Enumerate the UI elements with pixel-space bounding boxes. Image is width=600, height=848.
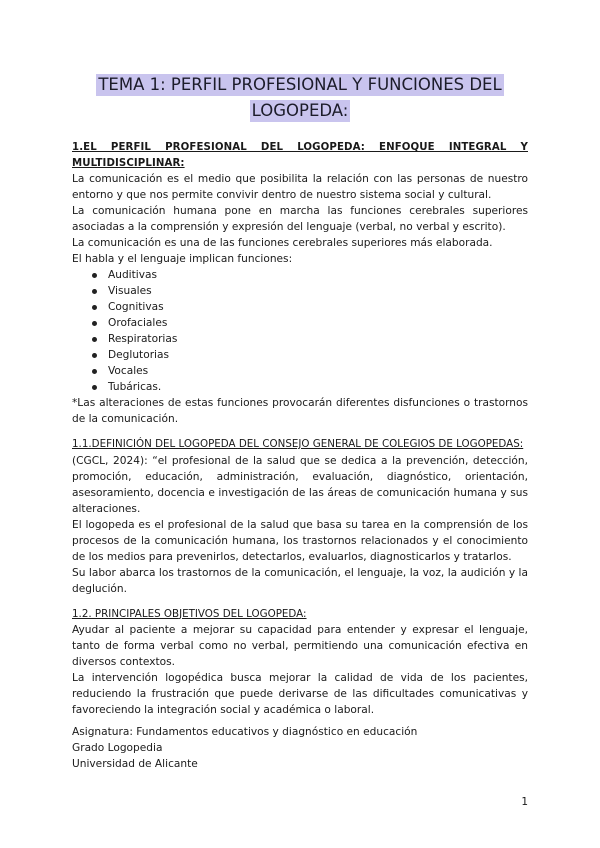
paragraph: La intervención logopédica busca mejorar la calidad de vida de los pacientes, reduciendo la frustración que puede derivarse de las dificultades comunicativas y favoreciendo la integración social y académica o laboral. — [72, 672, 528, 716]
subject-line: Asignatura: Fundamentos educativos y diagnóstico en educación — [72, 726, 418, 738]
page-number: 1 — [521, 796, 528, 808]
list-item: Vocales — [92, 363, 528, 379]
list-item: Deglutorias — [92, 347, 528, 363]
section-definicion-logopeda — [72, 437, 528, 597]
paragraph: El logopeda es el profesional de la salud que basa su tarea en la comprensión de los procesos de la comunicación humana, los trastornos relacionados y el conocimiento de los medios para prevenirlos, detectarlos, evaluarlos, diagnosticarlos y tratarlos. — [72, 518, 528, 563]
page-title — [72, 72, 528, 124]
title-line-1: TEMA 1: PERFIL PROFESIONAL Y FUNCIONES DEL — [98, 75, 502, 94]
paragraph: Su labor abarca los trastornos de la comunicación, el lenguaje, la voz, la audición y la deglución. — [72, 566, 528, 595]
section-perfil-profesional — [72, 140, 528, 427]
section-objetivos-logopeda — [72, 607, 528, 719]
paragraph: La comunicación es el medio que posibilita la relación con las personas de nuestro entorno y que nos permite convivir dentro de nuestro sistema social y cultural. — [72, 173, 528, 201]
list-item: Tubáricas. — [92, 379, 528, 395]
list-item: Auditivas — [92, 267, 528, 283]
functions-list — [72, 267, 528, 395]
list-item: Orofaciales — [92, 315, 528, 331]
paragraph: El habla y el lenguaje implican funciones: — [72, 253, 293, 265]
paragraph: La comunicación humana pone en marcha las funciones cerebrales superiores asociadas a la comprensión y expresión del lenguaje (verbal, no verbal y escrito). — [72, 205, 528, 233]
title-line-2: LOGOPEDA: — [251, 101, 349, 120]
list-item: Cognitivas — [92, 299, 528, 315]
paragraph: Ayudar al paciente a mejorar su capacidad para entender y expresar el lenguaje, tanto de forma verbal como no verbal, permitiendo una comunicación efectiva en diversos contextos. — [72, 624, 528, 668]
paragraph: (CGCL, 2024): “el profesional de la salud que se dedica a la prevención, detección, promoción, educación, administración, evaluación, diagnóstico, orientación, asesoramiento, docencia e investigación de las áreas de comunicación humana y sus alteraciones. — [72, 454, 528, 515]
university-line: Universidad de Alicante — [72, 758, 198, 770]
document-footer — [72, 724, 528, 772]
list-item: Respiratorias — [92, 331, 528, 347]
paragraph: La comunicación es una de las funciones cerebrales superiores más elaborada. — [72, 237, 493, 249]
section-1-heading: 1.EL PERFIL PROFESIONAL DEL LOGOPEDA: ENFOQUE INTEGRAL Y MULTIDISCIPLINAR: — [72, 142, 528, 169]
degree-line: Grado Logopedia — [72, 742, 163, 754]
note-paragraph: *Las alteraciones de estas funciones provocarán diferentes disfunciones o trastornos de la comunicación. — [72, 397, 528, 425]
section-1-1-heading: 1.1.DEFINICIÓN DEL LOGOPEDA DEL CONSEJO GENERAL DE COLEGIOS DE LOGOPEDAS: — [72, 438, 524, 450]
document-page — [72, 72, 528, 772]
section-1-2-heading: 1.2. PRINCIPALES OBJETIVOS DEL LOGOPEDA: — [72, 607, 307, 620]
list-item: Visuales — [92, 283, 528, 299]
